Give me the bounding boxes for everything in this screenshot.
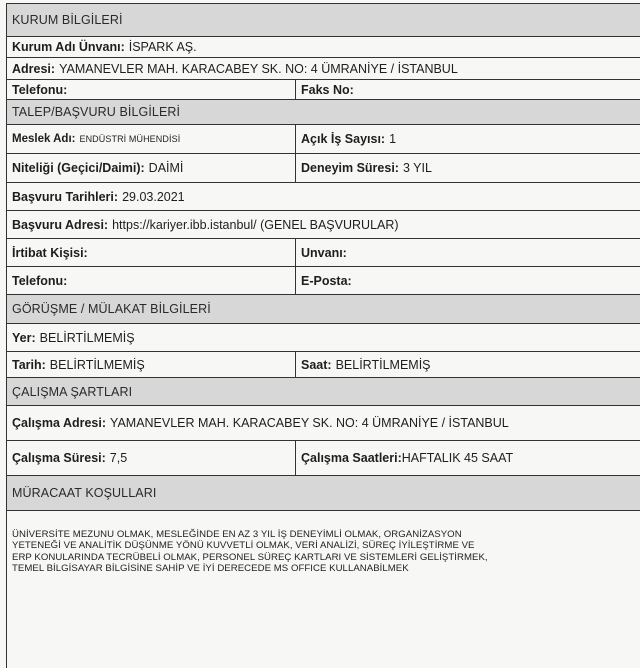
tarih-field (7, 352, 295, 377)
saat-field (295, 352, 640, 377)
section-title: GÖRÜŞME / MÜLAKAT BİLGİLERİ (12, 302, 211, 316)
field-value: BELİRTİLMEMİŞ (49, 357, 145, 372)
field-label: İrtibat Kişisi: (12, 245, 88, 260)
field-label: Unvanı: (301, 245, 347, 260)
condition-line: YETENEĞİ VE ANALİTİK DÜŞÜNME YÖNÜ KUVVETLİ OLMAK, VERİ ANALİZİ, SÜREÇ İYİLEŞTİRME VE (12, 540, 475, 552)
row-kurum-adi (7, 37, 640, 58)
section-header-gorusme (7, 295, 640, 324)
field-value: 1 (389, 132, 397, 146)
field-value: YAMANEVLER MAH. KARACABEY SK. NO: 4 ÜMRANİYE / İSTANBUL (110, 416, 509, 430)
field-value: 7,5 (109, 451, 128, 465)
calisma-saatleri-field (295, 441, 640, 475)
field-value: YAMANEVLER MAH. KARACABEY SK. NO: 4 ÜMRANİYE / İSTANBUL (59, 61, 458, 76)
field-label: E-Posta: (301, 273, 352, 288)
field-label: Tarih: (12, 357, 46, 372)
irtibat-kisisi-field (7, 239, 295, 266)
section-title: MÜRACAAT KOŞULLARI (12, 486, 157, 500)
basvuru-tarihleri-field (7, 183, 640, 210)
row-calisma-adresi (7, 406, 640, 441)
row-basvuru-tarihleri (7, 183, 640, 211)
row-yer (7, 324, 640, 352)
deneyim-suresi-field (295, 154, 640, 182)
field-label: Niteliği (Geçici/Daimi): (12, 161, 145, 175)
yer-field (7, 324, 640, 351)
kurum-faks-field (295, 80, 640, 99)
field-label: Telefonu: (12, 273, 68, 288)
section-title: ÇALIŞMA ŞARTLARI (12, 384, 133, 399)
talep-telefon-field (7, 267, 295, 294)
field-label: Adresi: (12, 61, 56, 76)
field-label: Çalışma Saatleri: (301, 451, 402, 465)
row-nitelik (7, 154, 640, 183)
row-meslek (7, 125, 640, 154)
field-label: Başvuru Tarihleri: (12, 189, 119, 204)
row-basvuru-adresi (7, 211, 640, 239)
field-label: Çalışma Adresi: (12, 416, 107, 430)
field-value: https://kariyer.ibb.istanbul/ (GENEL BAŞVURULAR) (112, 217, 399, 232)
section-title: KURUM BİLGİLERİ (12, 13, 123, 27)
kurum-adres-field (7, 58, 640, 79)
calisma-adresi-field (7, 406, 640, 440)
section-title: TALEP/BAŞVURU BİLGİLERİ (12, 105, 181, 119)
field-label: Yer: (12, 330, 36, 345)
condition-line: ERP KONULARINDA TECRÜBELİ OLMAK, PERSONEL SÜREÇ KARTLARI VE SİSTEMLERİ GELİŞTİRMEK, (12, 551, 488, 563)
section-header-talep (7, 100, 640, 125)
meslek-adi-field (7, 125, 295, 153)
acik-is-sayisi-field (295, 125, 640, 153)
field-label: Kurum Adı Ünvanı: (12, 40, 125, 54)
condition-line: TEMEL BİLGİSAYAR BİLGİSİNE SAHİP VE İYİ DERECEDE MS OFFICE KULLANABİLMEK (12, 563, 409, 575)
section-header-kurum (7, 4, 640, 37)
field-value: HAFTALIK 45 SAAT (401, 451, 514, 465)
condition-line: ÜNİVERSİTE MEZUNU OLMAK, MESLEĞİNDE EN AZ 3 YIL İŞ DENEYİMLİ OLMAK, ORGANİZASYON (12, 529, 462, 540)
section-header-muracaat (7, 476, 640, 511)
field-value: ENDÜSTRİ MÜHENDİSİ (79, 134, 181, 144)
row-kurum-telefon (7, 80, 640, 100)
row-kurum-adres (7, 58, 640, 80)
eposta-field (295, 267, 640, 294)
nitelik-field (7, 154, 295, 182)
job-posting-form (6, 3, 640, 668)
field-value: İSPARK AŞ. (128, 40, 197, 54)
section-header-calisma (7, 378, 640, 406)
field-value: BELİRTİLMEMİŞ (39, 330, 135, 345)
field-label: Meslek Adı: (12, 133, 76, 145)
field-value: 3 YIL (402, 161, 432, 175)
calisma-suresi-field (7, 441, 295, 475)
row-tarih-saat (7, 352, 640, 378)
field-label: Telefonu: (12, 82, 68, 97)
basvuru-adresi-field (7, 211, 640, 238)
unvan-field (295, 239, 640, 266)
field-label: Saat: (301, 357, 332, 372)
field-label: Başvuru Adresi: (12, 217, 109, 232)
row-talep-telefon (7, 267, 640, 295)
field-value: DAİMİ (148, 161, 184, 175)
field-label: Açık İş Sayısı: (301, 132, 386, 146)
row-calisma-sure-saat (7, 441, 640, 476)
field-label: Deneyim Süresi: (301, 161, 399, 175)
kurum-adi-field (7, 37, 640, 57)
field-value: 29.03.2021 (122, 189, 185, 204)
muracaat-conditions-text (7, 511, 640, 575)
row-irtibat (7, 239, 640, 267)
field-label: Çalışma Süresi: (12, 451, 106, 465)
field-value: BELİRTİLMEMİŞ (335, 357, 431, 372)
field-label: Faks No: (301, 82, 354, 97)
kurum-telefon-field (7, 80, 295, 99)
